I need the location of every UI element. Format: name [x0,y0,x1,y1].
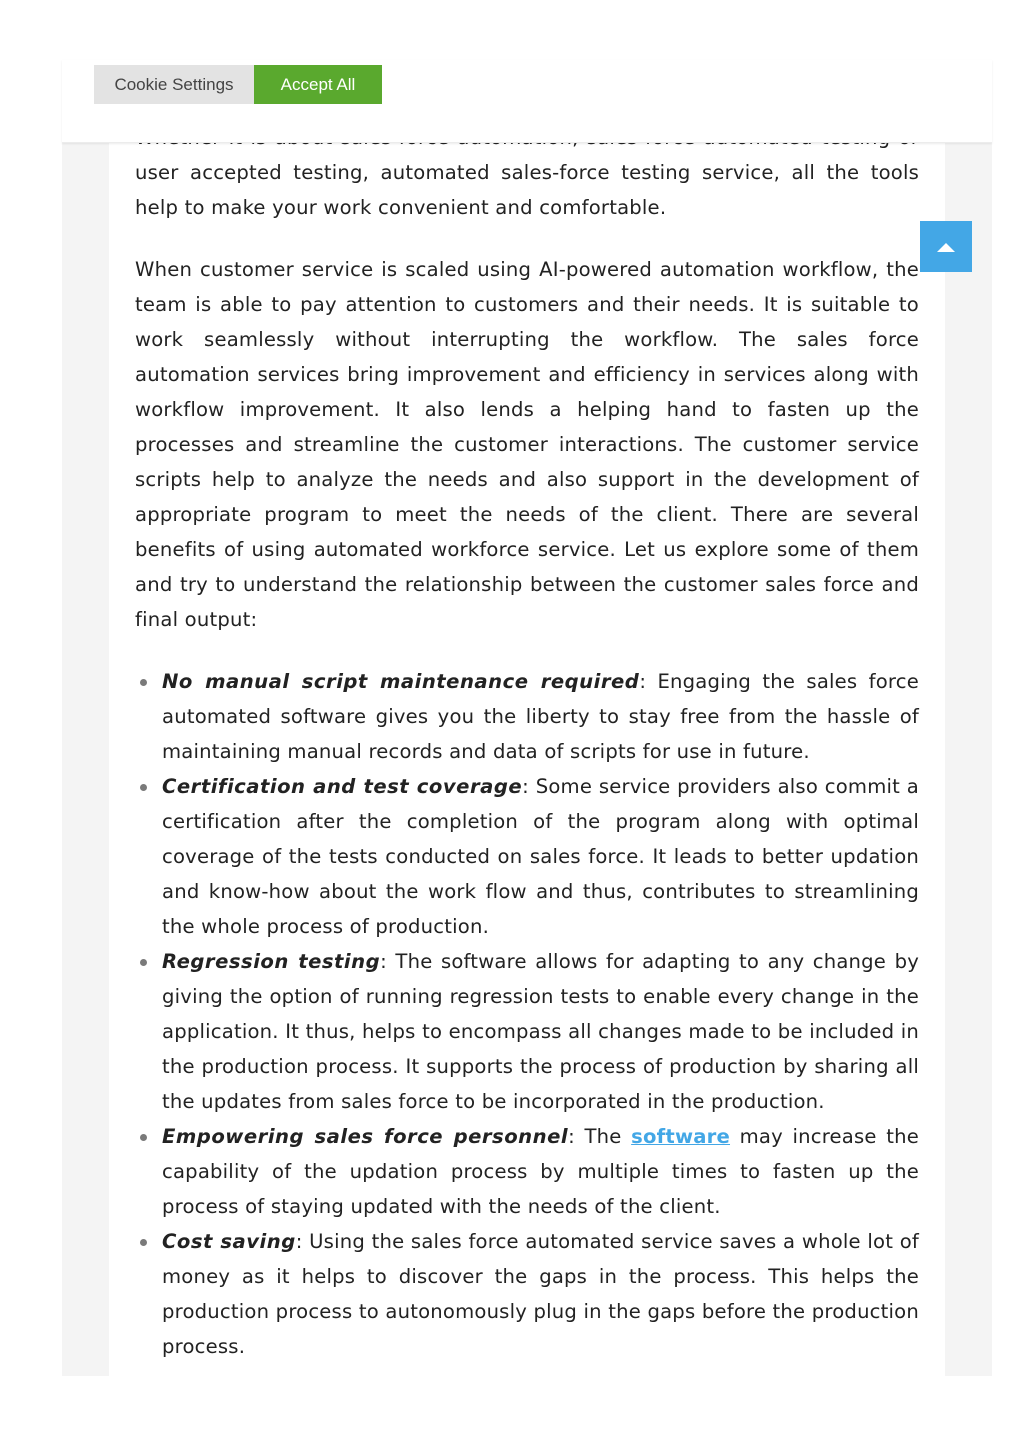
bullet-dot-icon [140,1134,147,1141]
benefit-text-after: may increase the capability of the updation process by multiple times to fasten up the process of staying updated with the needs of the client. [162,1125,920,1218]
list-item [162,1224,919,1364]
scroll-to-top-button[interactable] [920,221,972,272]
intro-paragraph: user accepted testing, automated sales-force testing service, all the tools help to make your work convenient and comfortable. [135,161,919,219]
article-body [135,120,919,1364]
customer-service-paragraph: When customer service is scaled using AI-powered automation workflow, the team is able to pay attention to customers and their needs. It is suitable to work seamlessly without interrupting the workflow. The sales force automation services bring improvement and efficiency in services along with workflow improvement. It also lends a helping hand to fasten up the processes and streamline the customer interactions. The customer service scripts help to analyze the needs and also support in the development of appropriate program to meet the needs of the client. There are several benefits of using automated workforce service. Let us explore some of them and try to understand the relationship between the customer sales force and final output: [135,258,919,631]
benefit-title: Cost saving [162,1230,296,1253]
benefit-text: : Using the sales force automated service saves a whole lot of money as it helps to discover the gaps in the process. This helps the production process to autonomously plug in the gaps before the production process. [162,1230,919,1358]
benefit-title: No manual script maintenance required [162,670,640,693]
software-link[interactable]: software [631,1125,731,1148]
benefit-title: Regression testing [162,950,381,973]
benefit-text: : Engaging the sales force automated software gives you the liberty to stay free from the hassle of maintaining manual records and data of scripts for use in future. [162,670,919,763]
accept-all-button[interactable]: Accept All [254,65,382,104]
benefits-list [135,664,919,1364]
caret-up-icon [937,243,955,252]
list-item [162,769,919,944]
cookie-consent-bar [62,60,992,143]
list-item [162,1119,919,1224]
benefit-text: : The software allows for adapting to any change by giving the option of running regression tests to enable every change in the application. It thus, helps to encompass all changes made to be included in the production process. It supports the process of production by sharing all the updates from sales force to be incorporated in the production. [162,950,919,1113]
benefit-title: Empowering sales force personnel [162,1125,569,1148]
bullet-dot-icon [140,959,147,966]
bullet-dot-icon [140,1239,147,1246]
list-item [162,664,919,769]
benefit-text-before: : The [568,1125,632,1148]
list-item [162,944,919,1119]
benefit-text: : Some service providers also commit a certification after the completion of the program along with optimal coverage of the tests conducted on sales force. It leads to better updation and know-how about the work flow and thus, contributes to streamlining the whole process of production. [162,775,919,938]
article-content [109,60,945,1376]
bullet-dot-icon [140,679,147,686]
cookie-settings-button[interactable]: Cookie Settings [94,65,254,104]
benefit-title: Certification and test coverage [162,775,523,798]
bullet-dot-icon [140,784,147,791]
